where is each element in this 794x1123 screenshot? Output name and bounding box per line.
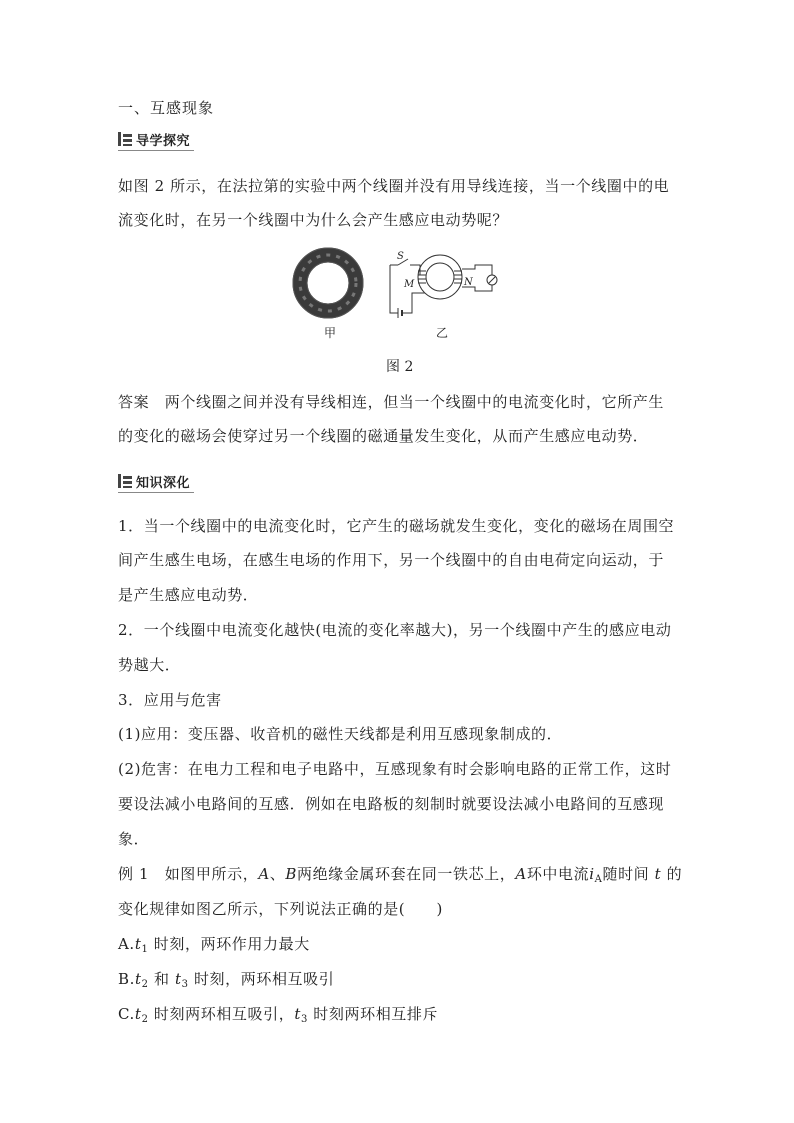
label-S: S: [397, 251, 404, 262]
answer-line-1: 答案 两个线圈之间并没有导线相连，但当一个线圈中的电流变化时，它所产生: [118, 393, 665, 411]
point-3-application: (1)应用：变压器、收音机的磁性天线都是利用互感现象制成的．: [118, 725, 563, 743]
answer-line-2: 的变化的磁场会使穿过另一个线圈的磁通量发生变化，从而产生感应电动势．: [118, 427, 649, 445]
label-N: N: [464, 277, 473, 288]
label-jia: 甲: [324, 326, 337, 340]
point-3-title: 3．应用与危害: [118, 691, 222, 709]
point-3-harm-line-1: (2)危害：在电力工程和电子电路中，互感现象有时会影响电路的正常工作，这时: [118, 760, 672, 778]
example-line-1: 例 1 如图甲所示，A、B两绝缘金属环套在同一铁芯上，A环中电流$i_A$随时间 t 的: [118, 865, 683, 885]
question-line-1: 如图 2 所示，在法拉第的实验中两个线圈并没有用导线连接，当一个线圈中的电: [118, 177, 670, 195]
option-c: $C.t_2$ 时刻两环相互吸引，$t_3$ 时刻两环相互排斥: [118, 1005, 439, 1025]
section-title: 一、互感现象: [118, 99, 215, 117]
bars-icon: [118, 474, 132, 488]
label-yi: 乙: [436, 326, 449, 340]
example-line-2: 变化规律如图乙所示，下列说法正确的是( ): [118, 900, 443, 918]
bars-icon: [118, 132, 132, 146]
banner-guide-label: 导学探究: [136, 133, 191, 149]
point-3-harm-line-2: 要设法减小电路间的互感．例如在电路板的刻制时就要设法减小电路间的互感现: [118, 795, 665, 813]
point-2-line-1: 2．一个线圈中电流变化越快(电流的变化率越大)，另一个线圈中产生的感应电动: [118, 621, 672, 639]
banner-guide: [118, 128, 194, 151]
label-M: M: [404, 279, 415, 290]
option-b: $B.t_2$ 和 $t_3$ 时刻，两环相互吸引: [118, 970, 335, 990]
figure-2: [290, 245, 510, 345]
banner-deepen: [118, 470, 194, 493]
figure-caption: 图 2: [386, 359, 414, 375]
iron-ring-image: [293, 248, 363, 318]
option-a: $A.t_1$ 时刻，两环作用力最大: [118, 935, 310, 955]
point-3-harm-line-3: 象．: [118, 830, 150, 848]
banner-deepen-label: 知识深化: [136, 475, 191, 491]
point-2-line-2: 势越大．: [118, 656, 181, 674]
point-1-line-1: 1．当一个线圈中的电流变化时，它产生的磁场就发生变化，变化的磁场在周围空: [118, 517, 675, 535]
point-1-line-3: 是产生感应电动势．: [118, 586, 259, 604]
point-1-line-2: 间产生感生电场，在感生电场的作用下，另一个线圈中的自由电荷定向运动，于: [118, 551, 665, 569]
question-line-2: 流变化时，在另一个线圈中为什么会产生感应电动势呢？: [118, 211, 509, 229]
